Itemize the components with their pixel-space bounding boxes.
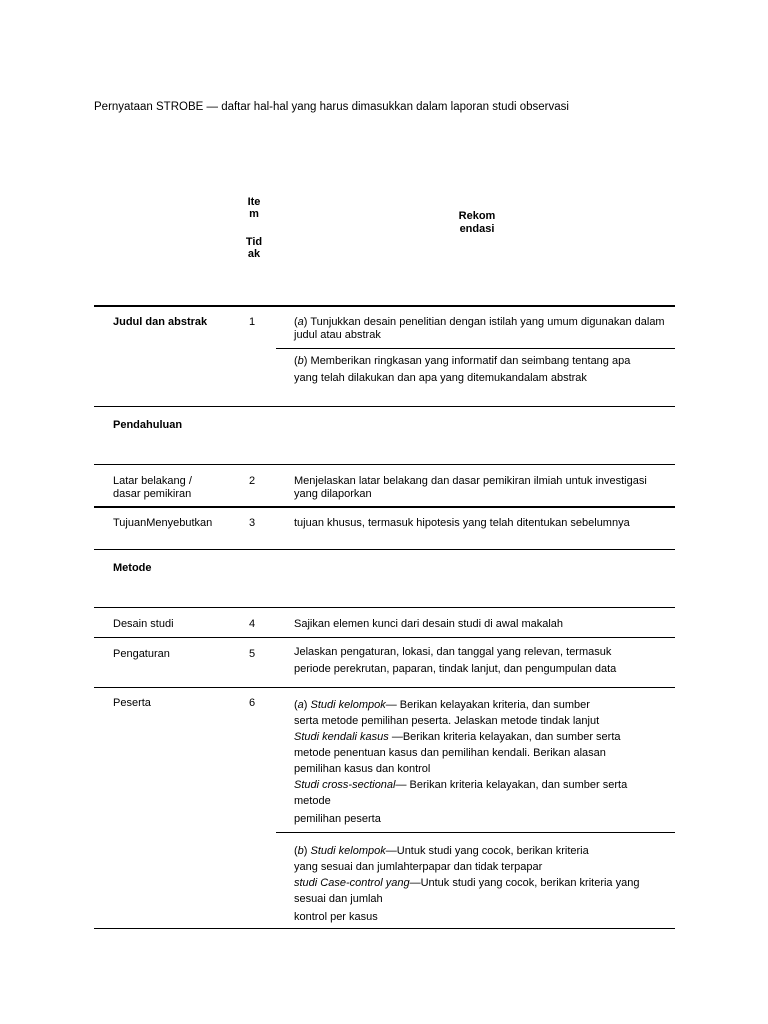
item-column-header — [244, 196, 264, 260]
recommendation-text: —Untuk studi yang cocok, berikan kriteria — [385, 845, 589, 857]
document-title: Pernyataan STROBE — daftar hal-hal yang harus dimasukkan dalam laporan studi observasi — [94, 101, 569, 113]
study-type-label: Studi cross-sectional — [294, 779, 396, 791]
recommendation-6a: (a) Studi kelompok— Berikan kelayakan kriteria, dan sumber serta metode pemilihan peserta. Jelaskan metode tindak lanjut Studi kendali kasus —Berikan kriteria kelayakan, dan sumber serta metode penentuan kasus dan pemilihan kendali. Berikan alasan pemilihan kasus dan kontrol Studi cross-sectional— Berikan kriteria kelayakan, dan sumber serta metode pemilihan peserta — [294, 697, 672, 827]
recommendation-text: pemilihan peserta — [294, 813, 381, 825]
row-label-latar-belakang: Latar belakang / dasar pemikiran — [113, 475, 192, 500]
recommendation-text: — Berikan kelayakan kriteria, dan sumber — [385, 699, 590, 711]
subitem-letter: a — [297, 699, 304, 711]
table-bottom-rule — [94, 928, 675, 929]
row-label-tujuan: TujuanMenyebutkan — [113, 517, 213, 529]
recommendation-text: serta metode pemilihan peserta. Jelaskan metode tindak lanjut — [294, 715, 600, 727]
tidak-header-word: Tidak — [245, 236, 263, 260]
row-divider — [94, 406, 675, 407]
subitem-letter: b — [297, 355, 304, 367]
recommendation-text: metode penentuan kasus dan pemilihan kendali. Berikan alasan — [294, 747, 606, 759]
recommendation-text: —Berikan kriteria kelayakan, dan sumber serta — [391, 731, 621, 743]
recommendation-text: sesuai dan jumlah — [294, 893, 383, 905]
recommendation-text: Memberikan ringkasan yang informatif dan seimbang tentang apa — [310, 355, 631, 367]
recommendation-text: periode perekrutan, paparan, tindak lanjut, dan pengumpulan data — [294, 662, 617, 675]
row-divider — [94, 637, 675, 638]
row-divider — [94, 506, 675, 508]
item-number-1: 1 — [249, 316, 256, 328]
subitem-letter: b — [297, 845, 304, 857]
study-type-label: Studi kelompok — [310, 845, 386, 857]
recommendation-text: yang sesuai dan jumlahterpapar dan tidak terpapar — [294, 861, 543, 873]
recommendation-column-header: Rekomendasi — [458, 210, 496, 235]
row-divider — [94, 687, 675, 688]
row-label-pengaturan: Pengaturan — [113, 648, 170, 660]
recommendation-1a: (a) Tunjukkan desain penelitian dengan istilah yang umum digunakan dalam judul atau abstrak — [294, 316, 665, 341]
recommendation-6b: (b) Studi kelompok—Untuk studi yang cocok, berikan kriteria yang sesuai dan jumlahterpapar dan tidak terpapar studi Case-control yang—Untuk studi yang cocok, berikan kriteria yang sesuai dan jumlah kontrol per kasus — [294, 843, 672, 925]
study-type-label: studi Case-control yang — [294, 877, 410, 889]
recommendation-2: Menjelaskan latar belakang dan dasar pemikiran ilmiah untuk investigasi yang dilaporkan — [294, 475, 647, 500]
recommendation-3: tujuan khusus, termasuk hipotesis yang telah ditentukan sebelumnya — [294, 517, 630, 529]
item-number-2: 2 — [249, 475, 256, 487]
row-divider — [276, 832, 675, 833]
row-label-judul-abstrak: Judul dan abstrak — [113, 316, 208, 328]
row-divider — [276, 348, 675, 349]
recommendation-text: yang telah dilakukan dan apa yang ditemukandalam abstrak — [294, 371, 587, 384]
item-number-4: 4 — [249, 618, 256, 630]
recommendation-text: Jelaskan pengaturan, lokasi, dan tanggal yang relevan, termasuk — [294, 646, 612, 658]
subitem-letter: a — [297, 316, 304, 328]
recommendation-text: metode — [294, 795, 331, 807]
row-label-peserta: Peserta — [113, 697, 151, 709]
row-divider — [94, 607, 675, 608]
recommendation-1b: (b) Memberikan ringkasan yang informatif dan seimbang tentang apa yang telah dilakukan dan apa yang ditemukandalam abstrak — [294, 353, 672, 386]
recommendation-text: — Berikan kriteria kelayakan, dan sumber serta — [395, 779, 628, 791]
study-type-label: Studi kendali kasus — [294, 731, 389, 743]
recommendation-text: Tunjukkan desain penelitian dengan istilah yang umum digunakan dalam judul atau abstrak — [294, 316, 665, 341]
recommendation-4: Sajikan elemen kunci dari desain studi di awal makalah — [294, 618, 564, 630]
recommendation-5 — [294, 644, 672, 677]
table-header-rule — [94, 305, 675, 307]
item-number-3: 3 — [249, 517, 256, 529]
recommendation-text: pemilihan kasus dan kontrol — [294, 763, 431, 775]
row-label-desain-studi: Desain studi — [113, 618, 174, 630]
item-number-5: 5 — [249, 648, 256, 660]
item-number-6: 6 — [249, 697, 256, 709]
study-type-label: Studi kelompok — [310, 699, 386, 711]
row-divider — [94, 464, 675, 465]
section-heading-metode: Metode — [113, 562, 152, 574]
section-heading-pendahuluan: Pendahuluan — [113, 419, 183, 431]
recommendation-text: —Untuk studi yang cocok, berikan kriteria yang — [409, 877, 640, 889]
row-divider — [94, 549, 675, 550]
recommendation-text: kontrol per kasus — [294, 911, 378, 923]
item-header-word: Item — [247, 196, 261, 220]
